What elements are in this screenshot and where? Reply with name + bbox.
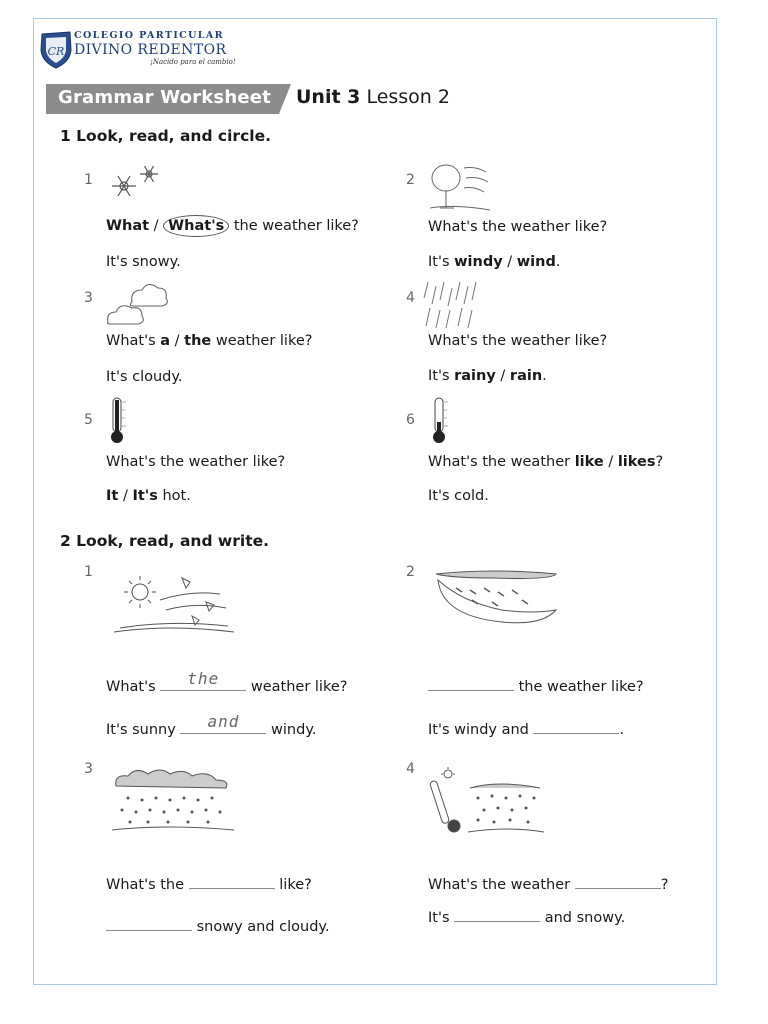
worksheet-title: Grammar Worksheet xyxy=(58,87,271,108)
s1-item3-number: 3 xyxy=(84,290,93,306)
s2-item3-a-blank[interactable] xyxy=(106,916,192,931)
option-whats-circled[interactable]: What's xyxy=(163,215,229,237)
option-wind[interactable]: wind xyxy=(516,254,556,270)
s2-item1-answer xyxy=(106,712,317,738)
answer-post: . xyxy=(555,254,561,270)
s2-item2-answer xyxy=(428,719,624,738)
question-pre: What's the xyxy=(106,877,185,893)
question-pre: What's the weather xyxy=(428,454,571,470)
s2-item4-number: 4 xyxy=(406,761,415,777)
windy-rainy-picture xyxy=(432,566,562,632)
s1-item6-number: 6 xyxy=(406,412,415,428)
cold-snowy-picture xyxy=(428,766,548,838)
question-post: weather like? xyxy=(250,679,348,695)
answer-pre: It's sunny xyxy=(106,722,176,738)
school-crest-icon xyxy=(38,30,74,70)
option-likes[interactable]: likes xyxy=(617,454,656,470)
separator: / xyxy=(122,488,128,504)
s2-item4-a-blank[interactable] xyxy=(454,907,540,922)
question-pre: What's the weather xyxy=(428,877,571,893)
separator: / xyxy=(507,254,513,270)
s1-item2-question: What's the weather like? xyxy=(428,219,608,235)
school-name-line1: COLEGIO PARTICULAR xyxy=(74,30,224,41)
question-pre: What's xyxy=(106,333,156,349)
s1-item4-question: What's the weather like? xyxy=(428,333,608,349)
option-a[interactable]: a xyxy=(160,333,171,349)
unit-lesson xyxy=(296,86,450,108)
option-what[interactable]: What xyxy=(106,218,150,234)
answer-pre: It's xyxy=(428,910,450,926)
lesson-label: Lesson 2 xyxy=(366,86,450,108)
s1-item6-answer: It's cold. xyxy=(428,488,489,504)
separator: / xyxy=(608,454,614,470)
question-post: the weather like? xyxy=(518,679,644,695)
s2-item1-question xyxy=(106,669,348,695)
snowflake-icon xyxy=(104,160,164,204)
s2-item2-q-blank[interactable] xyxy=(428,676,514,691)
s2-item3-question xyxy=(106,874,312,893)
thermometer-cold-icon xyxy=(428,396,458,446)
sunny-windy-picture xyxy=(110,570,240,640)
section2-title: 2 Look, read, and write. xyxy=(60,532,270,550)
option-rain[interactable]: rain xyxy=(509,368,543,384)
handwritten-answer: the xyxy=(187,669,220,688)
s1-item2-answer xyxy=(428,254,560,270)
s2-item1-number: 1 xyxy=(84,564,93,580)
s1-item5-answer xyxy=(106,488,191,504)
s1-item4-number: 4 xyxy=(406,290,415,306)
s2-item1-q-blank[interactable] xyxy=(160,669,246,691)
section1-title: 1 Look, read, and circle. xyxy=(60,127,271,145)
s2-item3-q-blank[interactable] xyxy=(189,874,275,889)
separator: / xyxy=(500,368,506,384)
option-the[interactable]: the xyxy=(184,333,212,349)
s1-item4-answer xyxy=(428,368,547,384)
s1-item3-answer: It's cloudy. xyxy=(106,369,183,385)
s1-item5-number: 5 xyxy=(84,412,93,428)
s1-item1-number: 1 xyxy=(84,172,93,188)
question-post: like? xyxy=(279,877,312,893)
thermometer-hot-icon xyxy=(106,396,136,446)
school-name-line2: DIVINO REDENTOR xyxy=(74,42,227,58)
answer-post: snowy and cloudy. xyxy=(196,919,330,935)
s2-item1-a-blank[interactable] xyxy=(180,712,266,734)
question-post: ? xyxy=(655,454,664,470)
s1-item2-number: 2 xyxy=(406,172,415,188)
question-post: weather like? xyxy=(215,333,313,349)
question-pre: What's xyxy=(106,679,156,695)
option-windy[interactable]: windy xyxy=(454,254,503,270)
answer-post: hot. xyxy=(162,488,191,504)
unit-label: Unit 3 xyxy=(296,86,361,108)
separator: / xyxy=(153,218,159,234)
answer-post: and snowy. xyxy=(544,910,626,926)
rain-icon xyxy=(422,280,484,332)
option-it[interactable]: It xyxy=(106,488,119,504)
answer-pre: It's xyxy=(428,368,450,384)
s2-item2-question xyxy=(428,676,644,695)
s2-item2-number: 2 xyxy=(406,564,415,580)
s1-item3-question xyxy=(106,333,312,349)
separator: / xyxy=(174,333,180,349)
s2-item4-question xyxy=(428,874,668,893)
option-its[interactable]: It's xyxy=(132,488,158,504)
handwritten-answer: and xyxy=(207,712,240,731)
s2-item3-answer xyxy=(106,916,330,935)
question-post: ? xyxy=(660,877,669,893)
windy-tree-icon xyxy=(424,158,494,216)
snowy-cloudy-picture xyxy=(108,766,238,836)
s2-item4-answer xyxy=(428,907,625,926)
question-rest: the weather like? xyxy=(233,218,359,234)
s1-item5-question: What's the weather like? xyxy=(106,454,286,470)
s2-item3-number: 3 xyxy=(84,761,93,777)
school-motto: ¡Nacido para el cambio! xyxy=(150,58,236,66)
answer-post: . xyxy=(619,722,625,738)
svg-text:CR: CR xyxy=(47,45,65,58)
s1-item1-answer: It's snowy. xyxy=(106,254,181,270)
answer-pre: It's windy and xyxy=(428,722,529,738)
option-like[interactable]: like xyxy=(574,454,604,470)
answer-post: . xyxy=(542,368,547,384)
cloud-icon xyxy=(104,278,170,326)
option-rainy[interactable]: rainy xyxy=(454,368,496,384)
answer-pre: It's xyxy=(428,254,450,270)
s1-item6-question xyxy=(428,454,663,470)
answer-post: windy. xyxy=(271,722,317,738)
s1-item1-question xyxy=(106,218,359,234)
s2-item4-q-blank[interactable] xyxy=(575,874,661,889)
s2-item2-a-blank[interactable] xyxy=(533,719,619,734)
